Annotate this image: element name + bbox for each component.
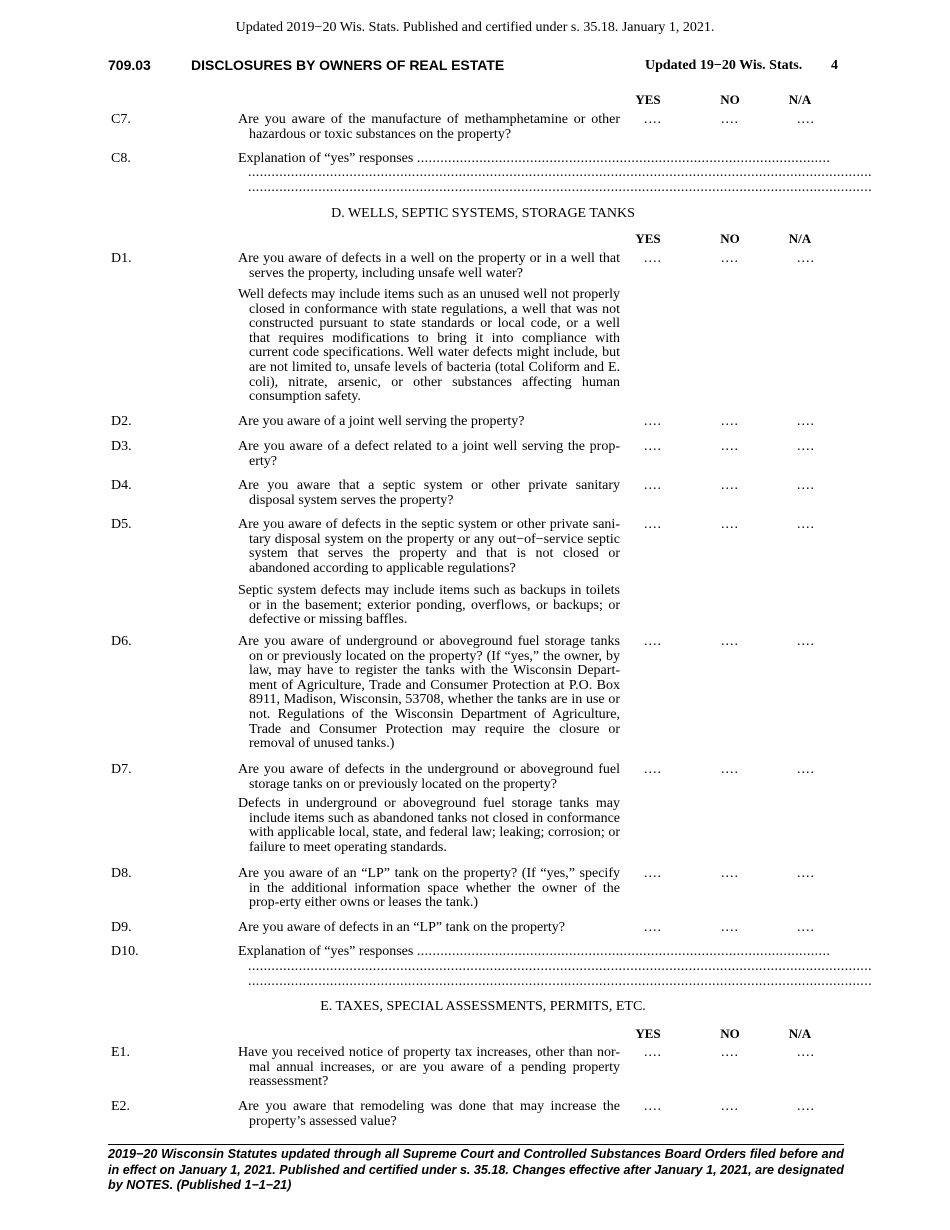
question-number: D8. — [111, 866, 132, 881]
question-text: Are you aware of underground or aboveground fuel storage tanks on or previously located on the property? (If “yes,” the owner, by law, may have to register the tanks with the Wisconsin Depart-ment of Agriculture, Trade and Consumer Protection at P.O. Box 8911, Madison, Wisconsin, 53708, whether the tanks are in use or not. Regulations of the Wisconsin Department of Agriculture, Trade and Consumer Protection may require the closure or removal of unused tanks.) — [238, 634, 620, 752]
no-blank[interactable]: .... — [721, 866, 739, 881]
no-blank[interactable]: .... — [721, 1099, 739, 1114]
yes-blank[interactable]: .... — [644, 478, 662, 493]
question-text: Are you aware of a defect related to a joint well serving the prop-erty? — [238, 439, 620, 469]
no-blank[interactable]: .... — [721, 920, 739, 935]
question-number: C7. — [111, 112, 131, 127]
answer-line[interactable]: ................................................................................................................................................................ — [248, 974, 872, 989]
section-heading-d: D. WELLS, SEPTIC SYSTEMS, STORAGE TANKS — [331, 206, 635, 221]
question-number: D4. — [111, 478, 132, 493]
answer-line[interactable]: ................................................................................................................................................................ — [248, 180, 872, 195]
question-text: Are you aware of defects in the underground or aboveground fuel storage tanks on or previously located on the property? — [238, 762, 620, 792]
question-text: Are you aware of the manufacture of methamphetamine or other hazardous or toxic substances on the property? — [238, 112, 620, 142]
na-blank[interactable]: .... — [797, 439, 815, 454]
column-headers — [0, 1026, 950, 1044]
yes-blank[interactable]: .... — [644, 1099, 662, 1114]
yes-blank[interactable]: .... — [644, 517, 662, 532]
no-blank[interactable]: .... — [721, 634, 739, 649]
question-text: Are you aware that a septic system or other private sanitary disposal system serves the property? — [238, 478, 620, 508]
section-heading-e: E. TAXES, SPECIAL ASSESSMENTS, PERMITS, ETC. — [320, 999, 646, 1014]
no-blank[interactable]: .... — [721, 517, 739, 532]
na-blank[interactable]: .... — [797, 478, 815, 493]
yes-header: YES — [635, 1026, 661, 1041]
question-number: D9. — [111, 920, 132, 935]
explanation-label: Explanation of “yes” responses — [238, 944, 414, 959]
yes-blank[interactable]: .... — [644, 112, 662, 127]
yes-blank[interactable]: .... — [644, 1045, 662, 1060]
yes-header: YES — [635, 231, 661, 246]
yes-blank[interactable]: .... — [644, 439, 662, 454]
answer-line[interactable]: .......................................................................................................... — [416, 944, 831, 959]
yes-blank[interactable]: .... — [644, 634, 662, 649]
footer-divider — [108, 1144, 844, 1145]
yes-header: YES — [635, 92, 661, 107]
column-headers — [0, 231, 950, 249]
note-d1: Well defects may include items such as an unused well not properly closed in conformance with state regulations, a well that was not constructed pursuant to state standards or local code, or a well that requires modifications to bring it into compliance with current code specifications. Well water defects might include, but are not limited to, unsafe levels of bacteria (total Coliform and E. coli), nitrate, arsenic, or other substances affecting human consumption safety. — [238, 287, 620, 405]
column-headers — [0, 92, 950, 110]
question-text: Are you aware of defects in the septic system or other private sani-tary disposal system on the property or any out−of−service septic system that serves the property and that is not closed or abandoned according to applicable regulations? — [238, 517, 620, 576]
question-number: E2. — [111, 1099, 131, 1114]
yes-blank[interactable]: .... — [644, 251, 662, 266]
footer-note: 2019−20 Wisconsin Statutes updated through all Supreme Court and Controlled Substances Board Orders filed before and in effect on January 1, 2021. Published and certified under s. 35.18. Changes effective after January 1, 2021, are designated by NOTES. (Published 1−1−21) — [108, 1147, 844, 1193]
certification-banner: Updated 2019−20 Wis. Stats. Published and certified under s. 35.18. January 1, 2021. — [235, 20, 715, 35]
na-blank[interactable]: .... — [797, 251, 815, 266]
explanation-label: Explanation of “yes” responses — [238, 151, 414, 166]
na-blank[interactable]: .... — [797, 1099, 815, 1114]
question-text: Are you aware of defects in a well on the property or in a well that serves the property, including unsafe well water? — [238, 251, 620, 281]
no-header: NO — [720, 92, 740, 107]
question-number: D10. — [111, 944, 139, 959]
question-number: D3. — [111, 439, 132, 454]
note-d5: Septic system defects may include items such as backups in toilets or in the basement; exterior ponding, overflows, or backups; or defective or missing baffles. — [238, 583, 620, 628]
na-blank[interactable]: .... — [797, 112, 815, 127]
na-blank[interactable]: .... — [797, 414, 815, 429]
question-number: D5. — [111, 517, 132, 532]
yes-blank[interactable]: .... — [644, 414, 662, 429]
na-header: N/A — [788, 231, 812, 246]
answer-line[interactable]: .......................................................................................................... — [416, 151, 831, 166]
na-header: N/A — [788, 92, 812, 107]
question-number: E1. — [111, 1045, 131, 1060]
na-blank[interactable]: .... — [797, 920, 815, 935]
section-number: 709.03 — [108, 57, 151, 73]
no-blank[interactable]: .... — [721, 478, 739, 493]
yes-blank[interactable]: .... — [644, 920, 662, 935]
no-header: NO — [720, 231, 740, 246]
question-text: Are you aware of an “LP” tank on the property? (If “yes,” specify in the additional information space whether the owner of the prop-erty either owns or leases the tank.) — [238, 866, 620, 911]
no-blank[interactable]: .... — [721, 439, 739, 454]
question-text: Are you aware of a joint well serving the property? — [238, 414, 525, 429]
yes-blank[interactable]: .... — [644, 762, 662, 777]
question-number: C8. — [111, 151, 131, 166]
no-blank[interactable]: .... — [721, 414, 739, 429]
answer-line[interactable]: ................................................................................................................................................................ — [248, 959, 872, 974]
no-blank[interactable]: .... — [721, 1045, 739, 1060]
na-header: N/A — [788, 1026, 812, 1041]
yes-blank[interactable]: .... — [644, 866, 662, 881]
question-number: D1. — [111, 251, 132, 266]
chapter-title: DISCLOSURES BY OWNERS OF REAL ESTATE — [191, 57, 505, 73]
na-blank[interactable]: .... — [797, 762, 815, 777]
question-number: D6. — [111, 634, 132, 649]
updated-label: Updated 19−20 Wis. Stats. — [645, 58, 803, 73]
no-blank[interactable]: .... — [721, 112, 739, 127]
note-d7: Defects in underground or aboveground fuel storage tanks may include items such as abandoned tanks not closed in conformance with applicable local, state, and federal law; leaking; corrosion; or failure to meet operating standards. — [238, 796, 620, 855]
question-text: Have you received notice of property tax increases, other than nor-mal annual increases, or are you aware of a pending property reassessment? — [238, 1045, 620, 1090]
question-text: Are you aware that remodeling was done that may increase the property’s assessed value? — [238, 1099, 620, 1129]
no-blank[interactable]: .... — [721, 762, 739, 777]
answer-line[interactable]: ................................................................................................................................................................ — [248, 165, 872, 180]
question-number: D7. — [111, 762, 132, 777]
question-text: Are you aware of defects in an “LP” tank on the property? — [238, 920, 565, 935]
question-number: D2. — [111, 414, 132, 429]
na-blank[interactable]: .... — [797, 634, 815, 649]
no-header: NO — [720, 1026, 740, 1041]
na-blank[interactable]: .... — [797, 517, 815, 532]
no-blank[interactable]: .... — [721, 251, 739, 266]
running-head — [108, 57, 838, 77]
page-number: 4 — [831, 58, 838, 73]
na-blank[interactable]: .... — [797, 866, 815, 881]
na-blank[interactable]: .... — [797, 1045, 815, 1060]
